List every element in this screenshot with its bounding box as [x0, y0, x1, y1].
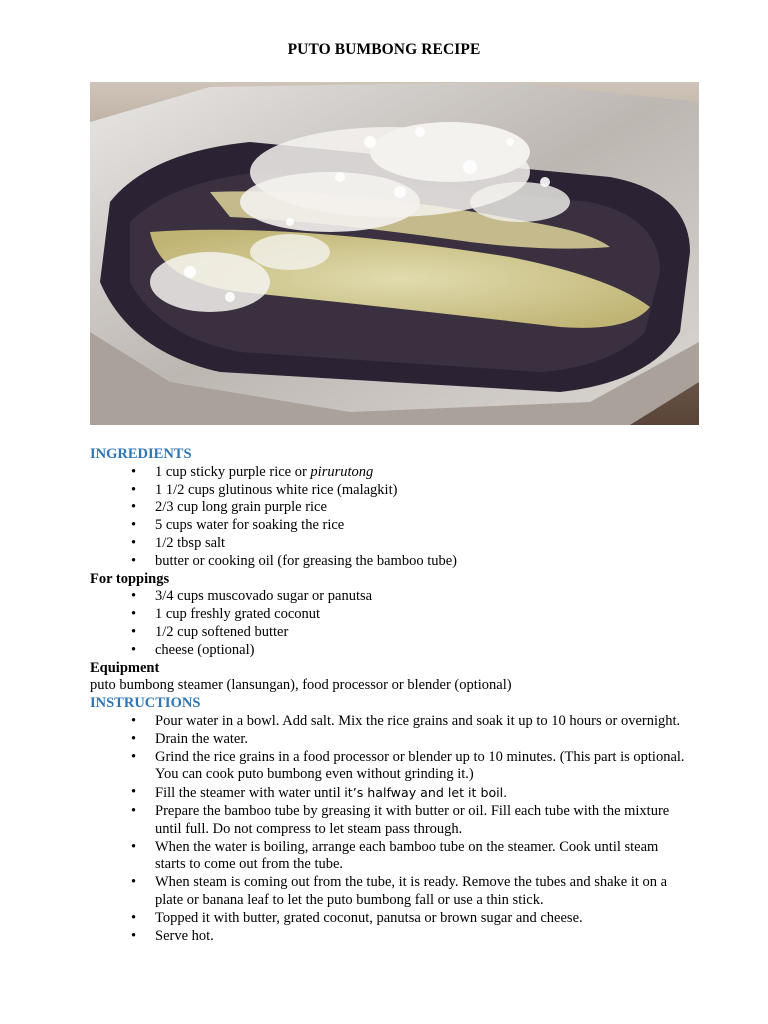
list-item: • 1 cup sticky purple rice or pirurutong	[155, 464, 690, 482]
list-item: • Prepare the bamboo tube by greasing it with butter or oil. Fill each tube with the mixture until full. Do not compress to let steam pass through.	[155, 803, 690, 839]
list-item: • When the water is boiling, arrange each bamboo tube on the steamer. Cook until steam starts to come out from the tube.	[155, 839, 690, 875]
instructions-heading: INSTRUCTIONS	[90, 695, 201, 712]
ingredients-list	[90, 464, 690, 571]
list-item: • cheese (optional)	[155, 642, 690, 660]
list-item: • 3/4 cups muscovado sugar or panutsa	[155, 588, 690, 606]
recipe-content	[90, 446, 690, 945]
list-item: • Pour water in a bowl. Add salt. Mix the rice grains and soak it up to 10 hours or overnight.	[155, 713, 690, 731]
list-item: • Serve hot.	[155, 928, 690, 946]
food-photo-illustration	[90, 82, 699, 425]
list-item: • butter or cooking oil (for greasing the bamboo tube)	[155, 553, 690, 571]
puto-bumbong-photo	[90, 82, 699, 425]
toppings-list	[90, 588, 690, 659]
list-item: • Topped it with butter, grated coconut, panutsa or brown sugar and cheese.	[155, 910, 690, 928]
list-item: • Grind the rice grains in a food processor or blender up to 10 minutes. (This part is optional. You can cook puto bumbong even without grinding it.)	[155, 749, 690, 785]
toppings-heading: For toppings	[90, 570, 170, 587]
list-item: • 5 cups water for soaking the rice	[155, 517, 690, 535]
list-item: • 2/3 cup long grain purple rice	[155, 499, 690, 517]
list-item: • 1/2 tbsp salt	[155, 535, 690, 553]
list-item: • 1 cup freshly grated coconut	[155, 606, 690, 624]
list-item: • Drain the water.	[155, 731, 690, 749]
list-item: • 1/2 cup softened butter	[155, 624, 690, 642]
list-item: • When steam is coming out from the tube, it is ready. Remove the tubes and shake it on a plate or banana leaf to let the puto bumbong fall or use a thin stick.	[155, 874, 690, 910]
ingredients-heading: INGREDIENTS	[90, 446, 192, 462]
equipment-heading: Equipment	[90, 659, 160, 676]
list-item: • Fill the steamer with water until it’s halfway and let it boil.	[155, 784, 690, 803]
page-title: PUTO BUMBONG RECIPE	[287, 41, 481, 58]
list-item: • 1 1/2 cups glutinous white rice (malagkit)	[155, 482, 690, 500]
equipment-text: puto bumbong steamer (lansungan), food processor or blender (optional)	[90, 677, 512, 694]
instructions-list	[90, 713, 690, 945]
